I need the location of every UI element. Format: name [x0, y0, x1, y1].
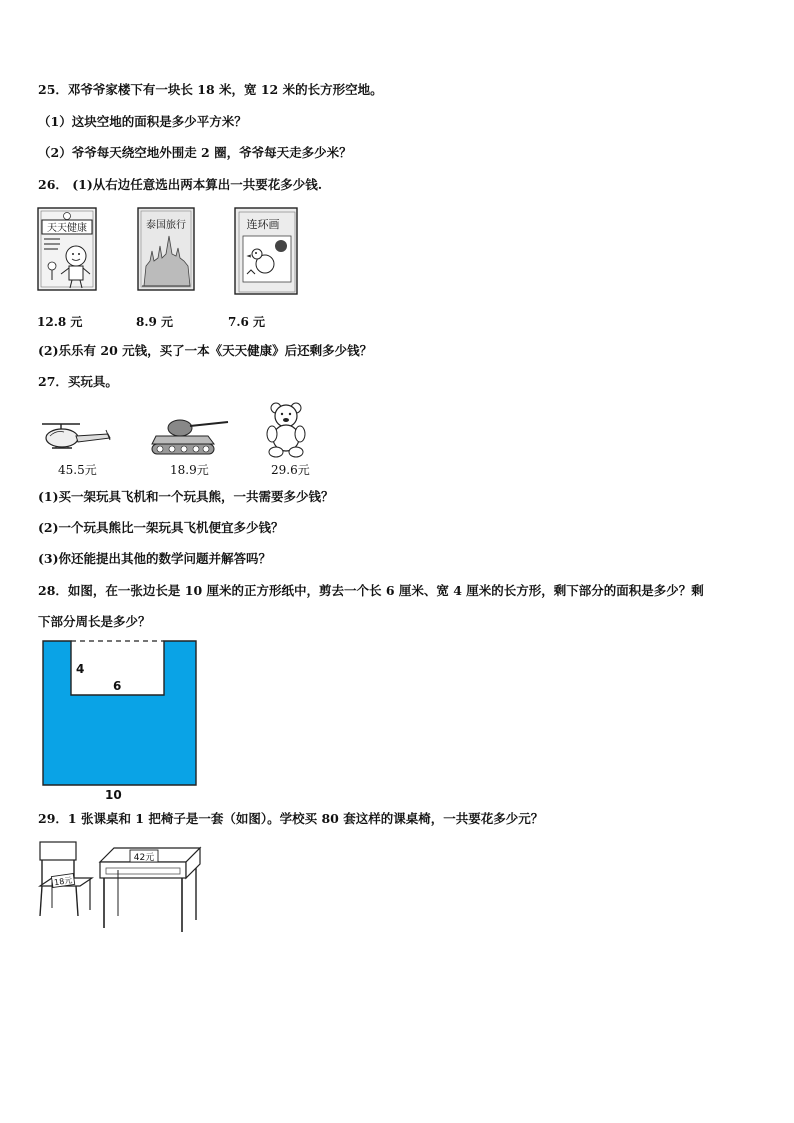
book-title: 天天健康 — [47, 223, 87, 234]
cut-width-label: 6 — [113, 679, 122, 693]
q27-sub3: (3)你还能提出其他的数学问题并解答吗？ — [38, 551, 272, 566]
remaining-shape — [43, 641, 196, 785]
q27-stem: 27．买玩具。 — [38, 374, 118, 389]
book-price: 8.9 元 — [136, 315, 174, 329]
desk-icon — [96, 840, 206, 934]
chair-price-tag: 18元 — [53, 875, 73, 888]
cut-height-label: 4 — [76, 662, 85, 676]
toy-price: 29.6元 — [271, 463, 310, 477]
toy-price: 18.9元 — [170, 463, 209, 477]
book-price: 12.8 元 — [37, 315, 83, 329]
square-cut-figure — [40, 638, 200, 804]
tank-icon — [148, 414, 230, 458]
q27-sub1: (1)买一架玩具飞机和一个玩具熊，一共需要多少钱？ — [38, 489, 334, 504]
teddy-bear-icon — [264, 400, 308, 460]
q27-sub2: (2)一个玩具熊比一架玩具飞机便宜多少钱？ — [38, 520, 284, 535]
book-title: 泰国旅行 — [146, 220, 186, 231]
q29-stem: 29．1 张课桌和 1 把椅子是一套（如图）。学校买 80 套这样的课桌椅，一共要花多少元？ — [38, 811, 544, 826]
chair-icon — [36, 838, 96, 920]
book-price: 7.6 元 — [228, 315, 266, 329]
book-comic-icon — [233, 206, 301, 296]
q28-stem-line2: 下部分周长是多少？ — [38, 614, 151, 629]
book-health-icon — [36, 206, 100, 294]
side-length-label: 10 — [105, 788, 122, 802]
book-thailand-icon — [136, 206, 198, 294]
q28-stem-line1: 28．如图，在一张边长是 10 厘米的正方形纸中，剪去一个长 6 厘米、宽 4 厘米的长方形，剩下部分的面积是多少？剩 — [38, 583, 704, 598]
book-title: 连环画 — [246, 218, 280, 231]
q26-stem: 26． (1)从右边任意选出两本算出一共要花多少钱. — [38, 177, 323, 192]
q25-sub1: （1）这块空地的面积是多少平方米？ — [38, 114, 247, 129]
helicopter-icon — [36, 418, 114, 458]
toy-price: 45.5元 — [58, 463, 97, 477]
q25-stem: 25．邓爷爷家楼下有一块长 18 米，宽 12 米的长方形空地。 — [38, 82, 383, 97]
q25-sub2: （2）爷爷每天绕空地外围走 2 圈，爷爷每天走多少米？ — [38, 145, 352, 160]
desk-price-tag: 42元 — [133, 853, 155, 863]
q26-sub2: (2)乐乐有 20 元钱，买了一本《天天健康》后还剩多少钱？ — [38, 343, 373, 358]
